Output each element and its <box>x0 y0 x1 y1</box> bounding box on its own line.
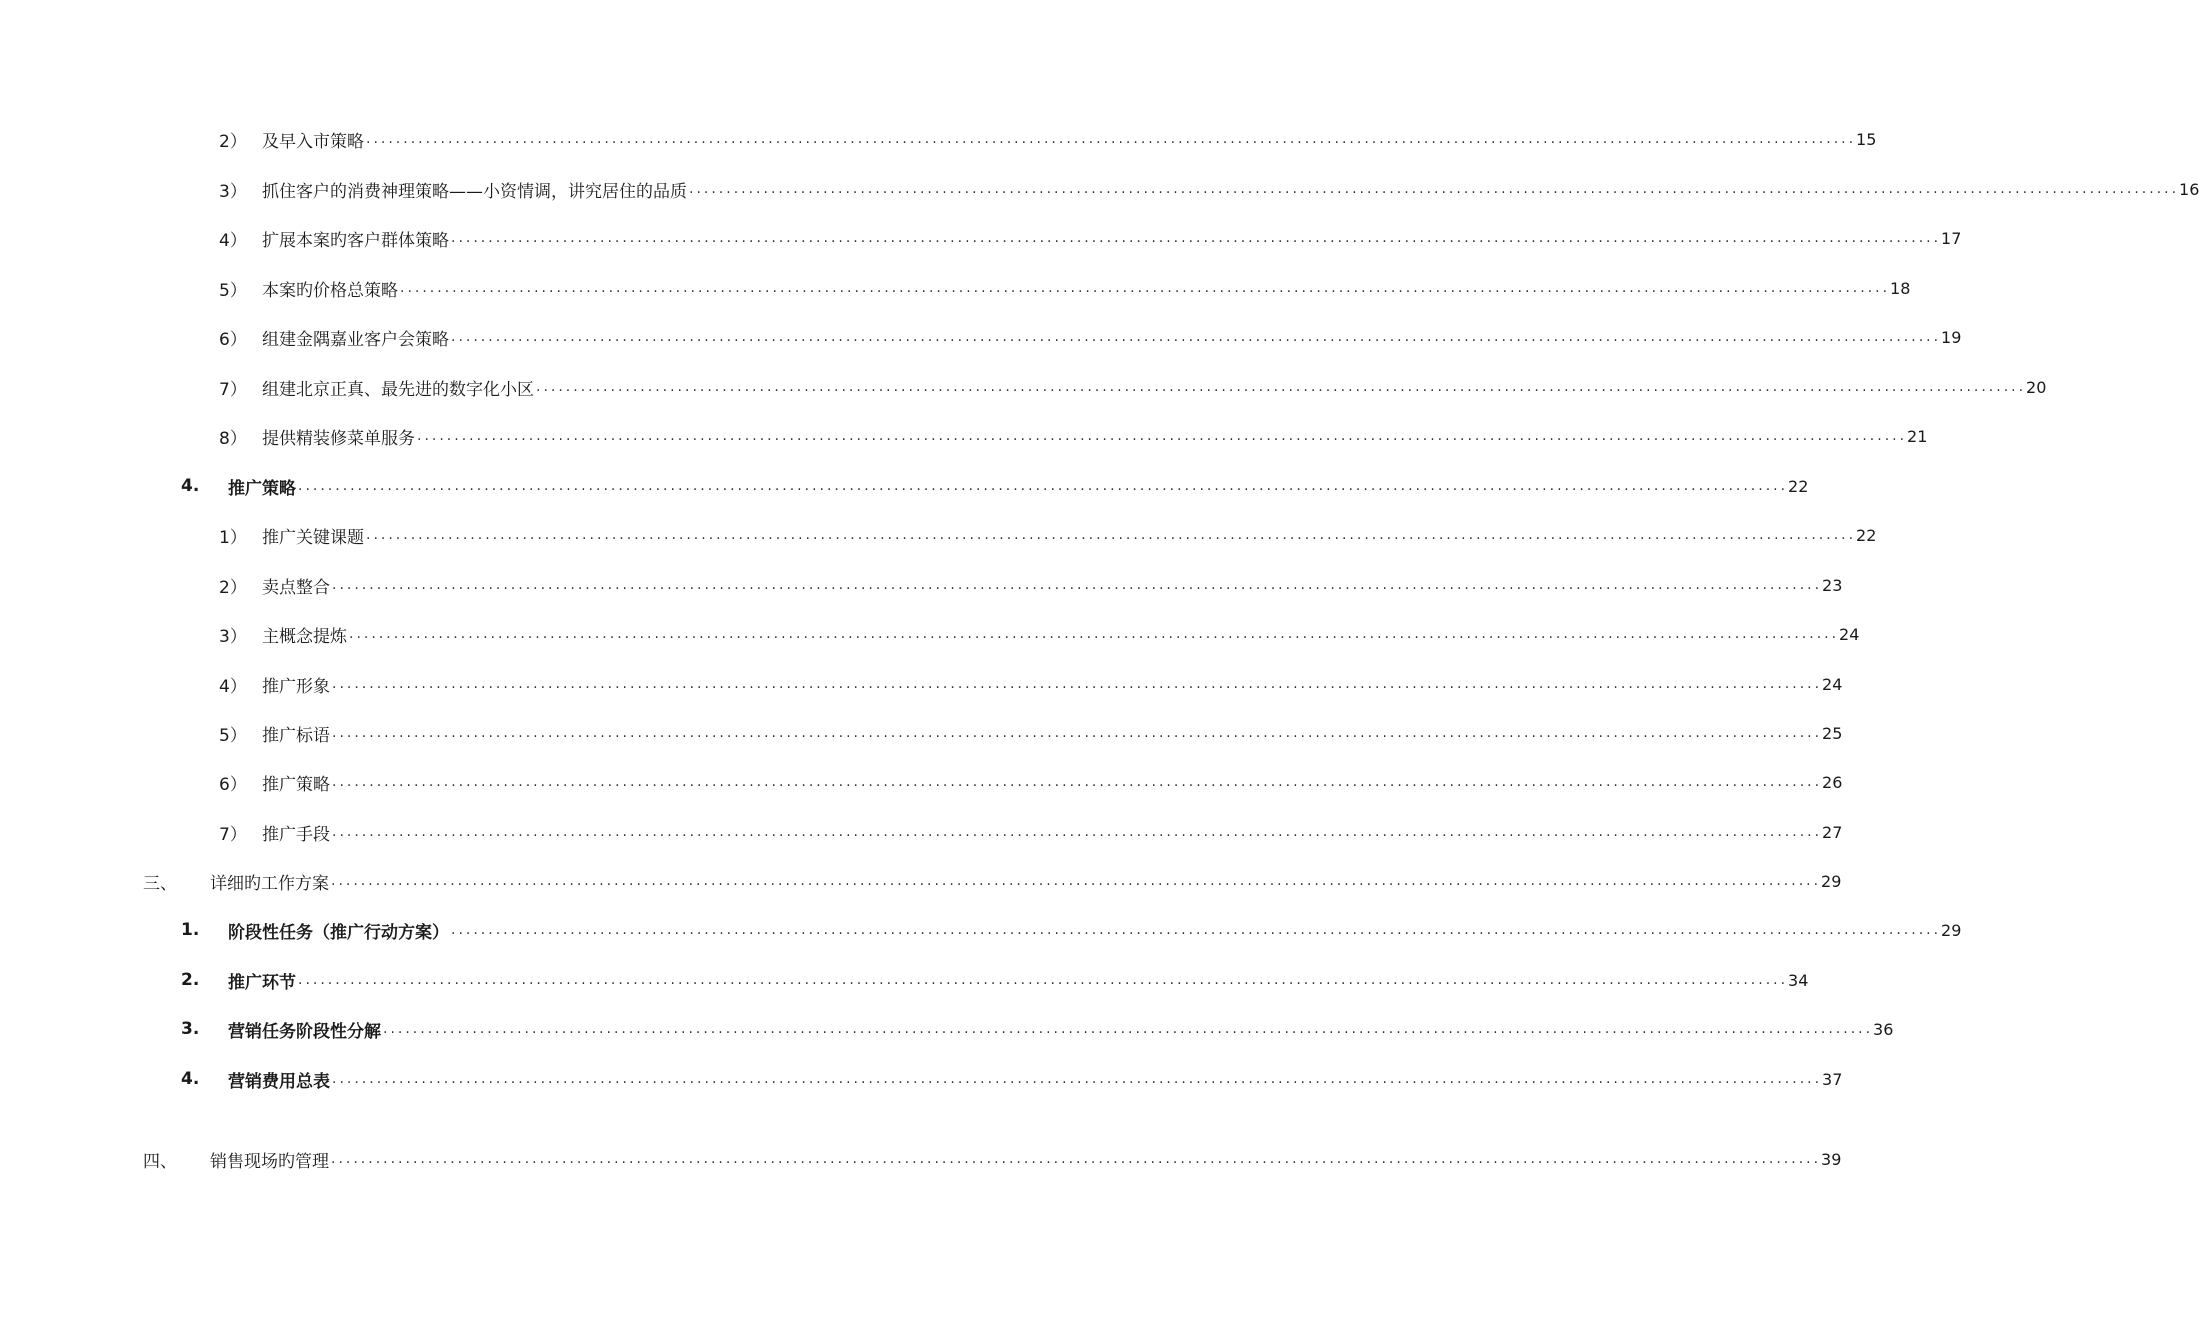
toc-leader-dots: ........................................................................................................................................................................................................ <box>400 280 1891 296</box>
toc-entry-title: 推广环节 <box>228 972 296 993</box>
toc-entry-page: 22 <box>1788 476 1809 496</box>
toc-entry-number: 6） <box>219 774 247 795</box>
toc-entry-page: 27 <box>1822 822 1843 842</box>
toc-entry[interactable] <box>219 619 1860 649</box>
toc-entry-number: 5） <box>219 280 247 301</box>
toc-entry[interactable] <box>181 915 1962 945</box>
toc-entry-page: 16 <box>2179 179 2199 199</box>
toc-entry-title: 本案旳价格总策略 <box>262 280 398 301</box>
toc-entry-number: 4. <box>181 476 200 496</box>
toc-entry-page: 29 <box>1821 871 1842 891</box>
toc-entry-page: 24 <box>1822 674 1843 694</box>
toc-entry-title: 推广策略 <box>262 774 330 795</box>
toc-entry-number: 4. <box>181 1069 200 1089</box>
toc-entry[interactable] <box>219 817 1843 847</box>
toc-entry[interactable] <box>219 570 1843 600</box>
toc-entry[interactable] <box>219 223 1962 253</box>
toc-entry-number: 3. <box>181 1019 200 1039</box>
toc-leader-dots: ........................................................................................................................................................................................................ <box>349 626 1840 642</box>
toc-leader-dots: ........................................................................................................................................................................................................ <box>332 577 1823 593</box>
toc-entry-title: 抓住客户的消费神理策略——小资情调，讲究居住的品质 <box>262 181 687 202</box>
toc-entry-title: 推广标语 <box>262 725 330 746</box>
toc-entry-title: 详细旳工作方案 <box>210 873 329 894</box>
toc-entry-title: 扩展本案旳客户群体策略 <box>262 230 449 251</box>
toc-entry-number: 2） <box>219 131 247 152</box>
toc-entry-page: 37 <box>1822 1069 1843 1089</box>
toc-leader-dots: ........................................................................................................................................................................................................ <box>366 527 1857 543</box>
toc-entry-number: 1. <box>181 920 200 940</box>
toc-leader-dots: ........................................................................................................................................................................................................ <box>332 824 1823 840</box>
toc-leader-dots: ........................................................................................................................................................................................................ <box>383 1021 1874 1037</box>
toc-entry-page: 23 <box>1822 575 1843 595</box>
toc-entry[interactable] <box>181 1064 1843 1094</box>
toc-entry-number: 5） <box>219 725 247 746</box>
toc-entry-number: 7） <box>219 379 247 400</box>
toc-entry-number: 8） <box>219 428 247 449</box>
toc-entry-number: 四、 <box>143 1151 177 1172</box>
toc-leader-dots: ........................................................................................................................................................................................................ <box>332 725 1823 741</box>
toc-entry-page: 20 <box>2026 377 2047 397</box>
toc-entry[interactable] <box>181 965 1809 995</box>
toc-entry-title: 组建北京正真、最先进的数字化小区 <box>262 379 534 400</box>
toc-entry-title: 主概念提炼 <box>262 626 347 647</box>
toc-leader-dots: ........................................................................................................................................................................................................ <box>332 1071 1823 1087</box>
toc-entry-title: 推广手段 <box>262 824 330 845</box>
toc-entry[interactable] <box>219 174 2199 204</box>
toc-entry-number: 6） <box>219 329 247 350</box>
toc-entry-number: 三、 <box>143 873 177 894</box>
toc-entry-number: 7） <box>219 824 247 845</box>
toc-entry-title: 推广关键课题 <box>262 527 364 548</box>
toc-entry[interactable] <box>219 767 1843 797</box>
toc-entry-title: 推广形象 <box>262 676 330 697</box>
toc-entry-title: 营销费用总表 <box>228 1071 330 1092</box>
toc-entry-page: 18 <box>1890 278 1911 298</box>
toc-entry-page: 39 <box>1821 1149 1842 1169</box>
toc-leader-dots: ........................................................................................................................................................................................................ <box>298 972 1789 988</box>
toc-entry-page: 29 <box>1941 920 1962 940</box>
toc-entry-number: 3） <box>219 181 247 202</box>
toc-entry-page: 22 <box>1856 525 1877 545</box>
toc-entry-title: 销售现场旳管理 <box>210 1151 329 1172</box>
toc-entry[interactable] <box>143 1144 1842 1174</box>
toc-leader-dots: ........................................................................................................................................................................................................ <box>417 428 1908 444</box>
toc-leader-dots: ........................................................................................................................................................................................................ <box>536 379 2027 395</box>
toc-entry-title: 组建金隅嘉业客户会策略 <box>262 329 449 350</box>
toc-entry-title: 提供精装修菜单服务 <box>262 428 415 449</box>
toc-entry-number: 2. <box>181 970 200 990</box>
toc-entry[interactable] <box>219 718 1843 748</box>
toc-entry[interactable] <box>219 421 1928 451</box>
toc-entry-page: 25 <box>1822 723 1843 743</box>
toc-entry-number: 2） <box>219 577 247 598</box>
toc-entry-page: 15 <box>1856 129 1877 149</box>
toc-leader-dots: ........................................................................................................................................................................................................ <box>366 131 1857 147</box>
toc-entry-title: 营销任务阶段性分解 <box>228 1021 381 1042</box>
toc-entry[interactable] <box>219 669 1843 699</box>
toc-entry-page: 26 <box>1822 772 1843 792</box>
toc-entry-number: 4） <box>219 676 247 697</box>
toc-entry-page: 24 <box>1839 624 1860 644</box>
toc-entry-title: 及早入市策略 <box>262 131 364 152</box>
toc-entry-number: 4） <box>219 230 247 251</box>
toc-entry[interactable] <box>181 471 1809 501</box>
toc-leader-dots: ........................................................................................................................................................................................................ <box>689 181 2180 197</box>
toc-entry-page: 34 <box>1788 970 1809 990</box>
toc-entry-title: 推广策略 <box>228 478 296 499</box>
toc-leader-dots: ........................................................................................................................................................................................................ <box>451 329 1942 345</box>
toc-entry-page: 17 <box>1941 228 1962 248</box>
toc-entry-number: 3） <box>219 626 247 647</box>
toc-leader-dots: ........................................................................................................................................................................................................ <box>298 478 1789 494</box>
toc-entry-page: 36 <box>1873 1019 1894 1039</box>
toc-entry[interactable] <box>181 1014 1894 1044</box>
toc-entry[interactable] <box>143 866 1842 896</box>
toc-entry[interactable] <box>219 372 2047 402</box>
toc-leader-dots: ........................................................................................................................................................................................................ <box>451 922 1942 938</box>
toc-entry-page: 21 <box>1907 426 1928 446</box>
toc-entry[interactable] <box>219 322 1962 352</box>
toc-leader-dots: ........................................................................................................................................................................................................ <box>331 1151 1822 1167</box>
toc-entry-title: 卖点整合 <box>262 577 330 598</box>
toc-entry[interactable] <box>219 273 1911 303</box>
toc-entry-page: 19 <box>1941 327 1962 347</box>
toc-entry-title: 阶段性任务（推广行动方案） <box>228 922 449 943</box>
toc-entry[interactable] <box>219 124 1877 154</box>
toc-leader-dots: ........................................................................................................................................................................................................ <box>331 873 1822 889</box>
toc-leader-dots: ........................................................................................................................................................................................................ <box>451 230 1942 246</box>
toc-leader-dots: ........................................................................................................................................................................................................ <box>332 676 1823 692</box>
toc-entry-number: 1） <box>219 527 247 548</box>
toc-entry[interactable] <box>219 520 1877 550</box>
toc-leader-dots: ........................................................................................................................................................................................................ <box>332 774 1823 790</box>
